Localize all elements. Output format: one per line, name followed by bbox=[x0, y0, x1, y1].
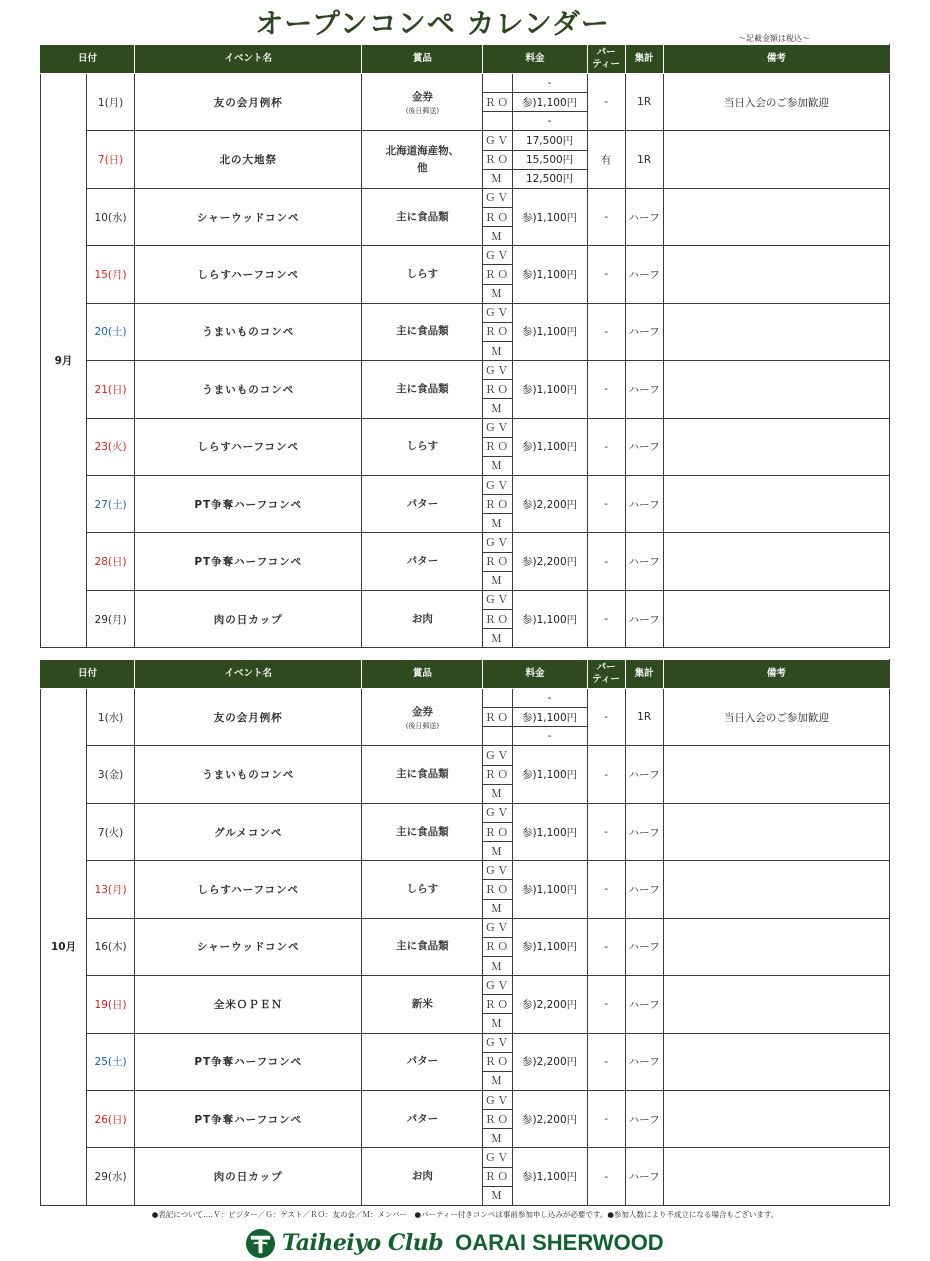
fee-category bbox=[483, 727, 512, 746]
fee-category: ＧＶ bbox=[483, 861, 512, 880]
fee-category: ＧＶ bbox=[483, 1090, 512, 1109]
fee-category: ＲＯ bbox=[483, 207, 512, 226]
prize-main: 北海道海産物、 他 bbox=[385, 144, 460, 174]
prize-main: 主に食品類 bbox=[396, 325, 449, 338]
event-party: - bbox=[587, 689, 625, 746]
event-fee: - bbox=[512, 74, 587, 93]
fee-category: ＧＶ bbox=[483, 1148, 512, 1167]
event-remarks bbox=[663, 533, 889, 590]
event-name: うまいものコンペ bbox=[135, 746, 362, 803]
fee-category: Ｍ bbox=[483, 284, 512, 303]
event-fee: 参)1,100円 bbox=[512, 418, 587, 475]
header-fee: 料金 bbox=[483, 660, 587, 689]
prize-main: お肉 bbox=[411, 612, 433, 625]
fee-category: Ｍ bbox=[483, 842, 512, 861]
event-party: - bbox=[587, 303, 625, 360]
event-party: - bbox=[587, 246, 625, 303]
table-row bbox=[41, 303, 890, 322]
event-remarks bbox=[663, 590, 889, 647]
event-fee: 参)1,100円 bbox=[512, 918, 587, 975]
prize-main: 主に食品類 bbox=[396, 940, 449, 953]
event-tally: ハーフ bbox=[625, 590, 663, 647]
prize-main: パター bbox=[406, 1112, 439, 1125]
fee-category: ＲＯ bbox=[483, 1167, 512, 1186]
event-tally: ハーフ bbox=[625, 303, 663, 360]
event-party: - bbox=[587, 475, 625, 532]
prize-main: 金券 bbox=[411, 705, 433, 718]
event-tally: ハーフ bbox=[625, 861, 663, 918]
header-party: パー ティー bbox=[587, 660, 625, 689]
table-row bbox=[41, 918, 890, 937]
fee-category: ＧＶ bbox=[483, 1033, 512, 1052]
event-name: うまいものコンペ bbox=[135, 361, 362, 418]
table-row bbox=[41, 689, 890, 708]
event-date: 29(水) bbox=[87, 1148, 135, 1205]
fee-category: ＲＯ bbox=[483, 150, 512, 169]
fee-category: Ｍ bbox=[483, 1129, 512, 1148]
header-event: イベント名 bbox=[135, 660, 362, 689]
fee-category: ＲＯ bbox=[483, 609, 512, 628]
fee-category: ＧＶ bbox=[483, 475, 512, 494]
event-date: 23(火) bbox=[87, 418, 135, 475]
event-tally: ハーフ bbox=[625, 533, 663, 590]
event-fee: 参)1,100円 bbox=[512, 246, 587, 303]
event-fee: 参)2,200円 bbox=[512, 533, 587, 590]
fee-category: ＲＯ bbox=[483, 265, 512, 284]
fee-category: ＲＯ bbox=[483, 995, 512, 1014]
month-label: 9月 bbox=[41, 74, 87, 648]
event-fee: 参)2,200円 bbox=[512, 976, 587, 1033]
header-row bbox=[41, 660, 890, 689]
header-date: 日付 bbox=[41, 45, 135, 74]
event-remarks bbox=[663, 861, 889, 918]
event-tally: ハーフ bbox=[625, 746, 663, 803]
event-date: 29(月) bbox=[87, 590, 135, 647]
event-name: うまいものコンペ bbox=[135, 303, 362, 360]
header-tally: 集計 bbox=[625, 45, 663, 74]
fee-category: Ｍ bbox=[483, 399, 512, 418]
fee-category: ＧＶ bbox=[483, 590, 512, 609]
event-date: 3(金) bbox=[87, 746, 135, 803]
event-name: 全米ＯＰＥＮ bbox=[135, 976, 362, 1033]
event-date: 20(土) bbox=[87, 303, 135, 360]
club-logo bbox=[245, 1226, 664, 1260]
event-fee: 参)1,100円 bbox=[512, 361, 587, 418]
event-date: 1(月) bbox=[87, 74, 135, 131]
event-date: 28(日) bbox=[87, 533, 135, 590]
event-fee: 参)1,100円 bbox=[512, 1148, 587, 1205]
event-fee: 参)1,100円 bbox=[512, 861, 587, 918]
fee-category: Ｍ bbox=[483, 571, 512, 590]
event-tally: ハーフ bbox=[625, 418, 663, 475]
event-party: - bbox=[587, 418, 625, 475]
header-date: 日付 bbox=[41, 660, 135, 689]
event-tally: ハーフ bbox=[625, 246, 663, 303]
header-tally: 集計 bbox=[625, 660, 663, 689]
event-fee: 17,500円 bbox=[512, 131, 587, 150]
prize-main: しらす bbox=[406, 267, 439, 280]
page-title: オープンコンペ カレンダー bbox=[255, 7, 610, 40]
table-row bbox=[41, 418, 890, 437]
fee-category: Ｍ bbox=[483, 341, 512, 360]
header-row bbox=[41, 45, 890, 74]
event-party: - bbox=[587, 1148, 625, 1205]
fee-category: ＲＯ bbox=[483, 552, 512, 571]
fee-category bbox=[483, 689, 512, 708]
event-name: グルメコンペ bbox=[135, 803, 362, 860]
event-date: 13(月) bbox=[87, 861, 135, 918]
event-tally: 1R bbox=[625, 131, 663, 188]
fee-category: Ｍ bbox=[483, 956, 512, 975]
event-remarks bbox=[663, 188, 889, 245]
fee-category: ＧＶ bbox=[483, 918, 512, 937]
table-row bbox=[41, 861, 890, 880]
fee-category: Ｍ bbox=[483, 169, 512, 188]
table-row bbox=[41, 1148, 890, 1167]
event-prize bbox=[362, 803, 483, 860]
event-prize bbox=[362, 303, 483, 360]
event-fee: 参)2,200円 bbox=[512, 1090, 587, 1147]
event-fee: - bbox=[512, 727, 587, 746]
event-date: 26(日) bbox=[87, 1090, 135, 1147]
event-date: 7(火) bbox=[87, 803, 135, 860]
fee-category: Ｍ bbox=[483, 514, 512, 533]
event-remarks bbox=[663, 746, 889, 803]
event-remarks bbox=[663, 1033, 889, 1090]
event-fee: 参)2,200円 bbox=[512, 475, 587, 532]
table-row bbox=[41, 361, 890, 380]
event-prize bbox=[362, 1033, 483, 1090]
fee-category: ＧＶ bbox=[483, 131, 512, 150]
event-prize bbox=[362, 746, 483, 803]
fee-category: ＲＯ bbox=[483, 93, 512, 112]
fee-category: ＲＯ bbox=[483, 495, 512, 514]
fee-category: Ｍ bbox=[483, 629, 512, 648]
event-prize bbox=[362, 689, 483, 746]
fee-category: Ｍ bbox=[483, 227, 512, 246]
event-prize bbox=[362, 74, 483, 131]
event-name: シャーウッドコンペ bbox=[135, 918, 362, 975]
prize-main: 新米 bbox=[411, 997, 433, 1010]
event-fee: 参)2,200円 bbox=[512, 1033, 587, 1090]
event-party: - bbox=[587, 803, 625, 860]
fee-category: ＲＯ bbox=[483, 880, 512, 899]
event-name: 北の大地祭 bbox=[135, 131, 362, 188]
event-name: シャーウッドコンペ bbox=[135, 188, 362, 245]
event-prize bbox=[362, 590, 483, 647]
fee-category: ＲＯ bbox=[483, 937, 512, 956]
fee-category: ＧＶ bbox=[483, 803, 512, 822]
event-date: 15(月) bbox=[87, 246, 135, 303]
table-row bbox=[41, 246, 890, 265]
event-tally: ハーフ bbox=[625, 188, 663, 245]
event-prize bbox=[362, 418, 483, 475]
event-tally: ハーフ bbox=[625, 918, 663, 975]
event-tally: ハーフ bbox=[625, 803, 663, 860]
fee-category: Ｍ bbox=[483, 1186, 512, 1205]
fee-category: Ｍ bbox=[483, 456, 512, 475]
event-fee: 12,500円 bbox=[512, 169, 587, 188]
fee-category bbox=[483, 74, 512, 93]
footnote: ●表記について‥‥Ｖ：ビジター／Ｇ：ゲスト／ＲＯ：友の会／Ｍ：メンバー ●パーティー付きコンペは事前参加申し込みが必要です。●参加人数により不成立になる場合もございます。 bbox=[151, 1210, 779, 1219]
event-date: 27(土) bbox=[87, 475, 135, 532]
fee-category: ＧＶ bbox=[483, 361, 512, 380]
event-remarks bbox=[663, 418, 889, 475]
fee-category: Ｍ bbox=[483, 784, 512, 803]
event-date: 16(木) bbox=[87, 918, 135, 975]
event-name: しらすハーフコンペ bbox=[135, 861, 362, 918]
event-remarks: 当日入会のご参加歓迎 bbox=[663, 74, 889, 131]
prize-note: (後日郵送) bbox=[405, 106, 440, 115]
fee-category: ＧＶ bbox=[483, 303, 512, 322]
prize-main: 主に食品類 bbox=[396, 382, 449, 395]
event-fee: 参)1,100円 bbox=[512, 590, 587, 647]
header-remarks: 備考 bbox=[663, 660, 889, 689]
event-fee: 15,500円 bbox=[512, 150, 587, 169]
event-remarks bbox=[663, 918, 889, 975]
event-name: 友の会月例杯 bbox=[135, 74, 362, 131]
header-remarks: 備考 bbox=[663, 45, 889, 74]
table-row bbox=[41, 131, 890, 150]
event-prize bbox=[362, 475, 483, 532]
table-row bbox=[41, 188, 890, 207]
event-name: 肉の日カップ bbox=[135, 590, 362, 647]
taiheiyo-club-emblem-icon bbox=[245, 1228, 276, 1259]
table-row bbox=[41, 533, 890, 552]
month-label: 10月 bbox=[41, 689, 87, 1206]
event-prize bbox=[362, 976, 483, 1033]
event-name: しらすハーフコンペ bbox=[135, 246, 362, 303]
prize-main: パター bbox=[406, 1055, 439, 1068]
fee-category: ＲＯ bbox=[483, 1052, 512, 1071]
fee-category: ＲＯ bbox=[483, 322, 512, 341]
event-remarks bbox=[663, 475, 889, 532]
event-party: - bbox=[587, 861, 625, 918]
event-name: PT争奪ハーフコンペ bbox=[135, 533, 362, 590]
event-fee: 参)1,100円 bbox=[512, 303, 587, 360]
event-date: 10(水) bbox=[87, 188, 135, 245]
event-party: - bbox=[587, 1033, 625, 1090]
prize-main: お肉 bbox=[411, 1170, 433, 1183]
event-name: PT争奪ハーフコンペ bbox=[135, 1090, 362, 1147]
event-prize bbox=[362, 861, 483, 918]
event-date: 7(日) bbox=[87, 131, 135, 188]
logo-club-name: Taiheiyo Club bbox=[282, 1230, 444, 1256]
event-fee: 参)1,100円 bbox=[512, 188, 587, 245]
event-name: しらすハーフコンペ bbox=[135, 418, 362, 475]
event-tally: ハーフ bbox=[625, 1090, 663, 1147]
header-event: イベント名 bbox=[135, 45, 362, 74]
event-party: - bbox=[587, 74, 625, 131]
event-remarks bbox=[663, 131, 889, 188]
event-prize bbox=[362, 918, 483, 975]
header-prize: 賞品 bbox=[362, 45, 483, 74]
event-prize bbox=[362, 361, 483, 418]
event-fee: - bbox=[512, 112, 587, 131]
event-tally: ハーフ bbox=[625, 1148, 663, 1205]
table-row bbox=[41, 1033, 890, 1052]
event-prize bbox=[362, 246, 483, 303]
event-name: PT争奪ハーフコンペ bbox=[135, 1033, 362, 1090]
fee-category: ＧＶ bbox=[483, 533, 512, 552]
header-prize: 賞品 bbox=[362, 660, 483, 689]
prize-main: 主に食品類 bbox=[396, 210, 449, 223]
fee-category bbox=[483, 112, 512, 131]
event-name: 肉の日カップ bbox=[135, 1148, 362, 1205]
event-tally: ハーフ bbox=[625, 361, 663, 418]
tax-note: 〜記載金額は税込〜 bbox=[738, 34, 810, 43]
event-party: - bbox=[587, 533, 625, 590]
table-row bbox=[41, 746, 890, 765]
event-remarks bbox=[663, 246, 889, 303]
fee-category: Ｍ bbox=[483, 1071, 512, 1090]
event-prize bbox=[362, 188, 483, 245]
event-party: - bbox=[587, 976, 625, 1033]
fee-category: ＲＯ bbox=[483, 437, 512, 456]
prize-main: 主に食品類 bbox=[396, 825, 449, 838]
prize-note: (後日郵送) bbox=[405, 721, 440, 730]
table-row bbox=[41, 74, 890, 93]
event-prize bbox=[362, 131, 483, 188]
fee-category: ＧＶ bbox=[483, 418, 512, 437]
event-party: - bbox=[587, 590, 625, 647]
prize-main: パター bbox=[406, 497, 439, 510]
fee-category: ＲＯ bbox=[483, 822, 512, 841]
event-party: - bbox=[587, 918, 625, 975]
event-prize bbox=[362, 1148, 483, 1205]
event-party: - bbox=[587, 361, 625, 418]
fee-category: Ｍ bbox=[483, 1014, 512, 1033]
event-prize bbox=[362, 1090, 483, 1147]
fee-category: Ｍ bbox=[483, 899, 512, 918]
event-remarks bbox=[663, 1090, 889, 1147]
fee-category: ＧＶ bbox=[483, 976, 512, 995]
event-remarks bbox=[663, 361, 889, 418]
fee-category: ＧＶ bbox=[483, 188, 512, 207]
fee-category: ＲＯ bbox=[483, 765, 512, 784]
table-row bbox=[41, 976, 890, 995]
header-fee: 料金 bbox=[483, 45, 587, 74]
event-name: PT争奪ハーフコンペ bbox=[135, 475, 362, 532]
event-tally: ハーフ bbox=[625, 475, 663, 532]
event-remarks bbox=[663, 976, 889, 1033]
prize-main: 主に食品類 bbox=[396, 768, 449, 781]
table-row bbox=[41, 475, 890, 494]
event-fee: - bbox=[512, 689, 587, 708]
event-party: - bbox=[587, 188, 625, 245]
event-remarks: 当日入会のご参加歓迎 bbox=[663, 689, 889, 746]
event-date: 25(土) bbox=[87, 1033, 135, 1090]
prize-main: パター bbox=[406, 555, 439, 568]
month-table-1 bbox=[40, 44, 890, 648]
table-row bbox=[41, 803, 890, 822]
event-fee: 参)1,100円 bbox=[512, 803, 587, 860]
event-tally: ハーフ bbox=[625, 976, 663, 1033]
fee-category: ＲＯ bbox=[483, 1110, 512, 1129]
month-table-2 bbox=[40, 659, 890, 1206]
event-party: - bbox=[587, 1090, 625, 1147]
event-tally: 1R bbox=[625, 74, 663, 131]
logo-course-name: OARAI SHERWOOD bbox=[455, 1230, 664, 1255]
table-row bbox=[41, 1090, 890, 1109]
table-row bbox=[41, 590, 890, 609]
event-remarks bbox=[663, 303, 889, 360]
event-remarks bbox=[663, 803, 889, 860]
event-prize bbox=[362, 533, 483, 590]
prize-main: しらす bbox=[406, 440, 439, 453]
event-date: 1(水) bbox=[87, 689, 135, 746]
fee-category: ＧＶ bbox=[483, 246, 512, 265]
event-remarks bbox=[663, 1148, 889, 1205]
fee-category: ＲＯ bbox=[483, 380, 512, 399]
prize-main: 金券 bbox=[411, 90, 433, 103]
event-date: 21(日) bbox=[87, 361, 135, 418]
event-fee: 参)1,100円 bbox=[512, 746, 587, 803]
prize-main: しらす bbox=[406, 882, 439, 895]
fee-category: ＧＶ bbox=[483, 746, 512, 765]
header-party: パー ティー bbox=[587, 45, 625, 74]
event-tally: ハーフ bbox=[625, 1033, 663, 1090]
event-date: 19(日) bbox=[87, 976, 135, 1033]
event-tally: 1R bbox=[625, 689, 663, 746]
event-name: 友の会月例杯 bbox=[135, 689, 362, 746]
event-fee: 参)1,100円 bbox=[512, 93, 587, 112]
fee-category: ＲＯ bbox=[483, 708, 512, 727]
event-party: - bbox=[587, 746, 625, 803]
event-fee: 参)1,100円 bbox=[512, 708, 587, 727]
event-party: 有 bbox=[587, 131, 625, 188]
